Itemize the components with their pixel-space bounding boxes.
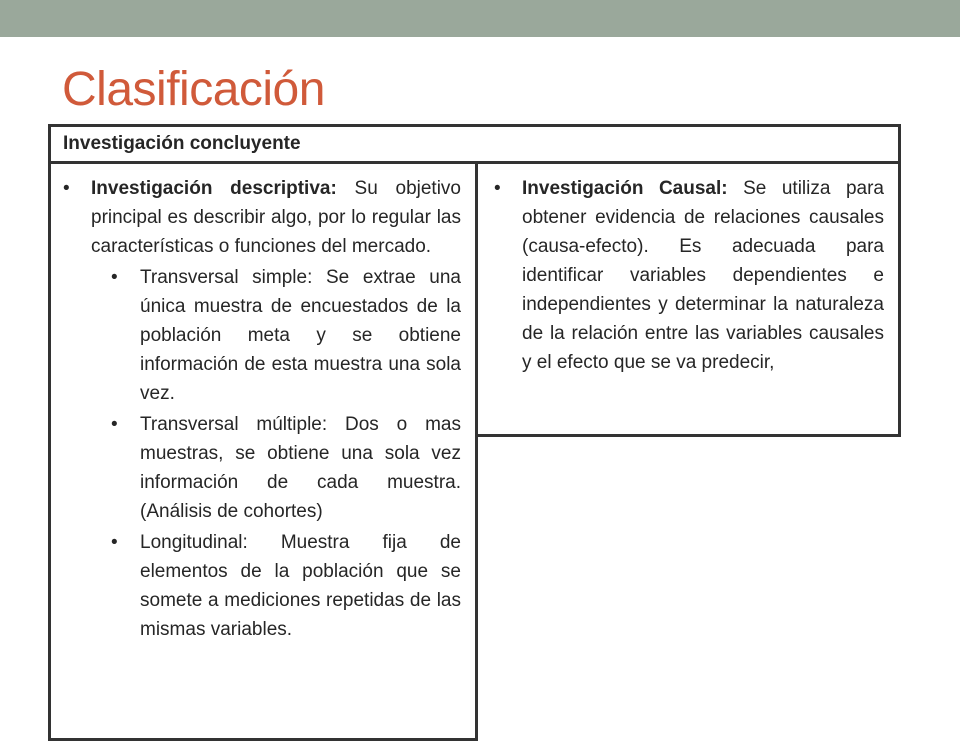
sub-item-text: Transversal múltiple: Dos o mas muestras, se obtiene una sola vez información de cada muestra. (Análisis de cohortes) (140, 414, 461, 522)
right-column-box (475, 161, 901, 437)
descriptive-item (61, 174, 461, 261)
bullet-icon: • (63, 178, 70, 199)
descriptive-text: Su objetivo principal es describir algo, por lo regular las características o funciones del mercado. (91, 178, 461, 257)
header-box (48, 124, 901, 164)
header-label: Investigación concluyente (63, 133, 301, 154)
sub-item-longitudinal (61, 528, 461, 644)
causal-title: Investigación Causal: (522, 178, 728, 199)
bullet-icon: • (111, 267, 118, 288)
sub-item-transversal-multiple (61, 410, 461, 526)
descriptive-title: Investigación descriptiva: (91, 178, 337, 199)
left-column-box (48, 161, 478, 741)
bullet-icon: • (111, 532, 118, 553)
bullet-icon: • (494, 178, 501, 199)
sub-item-text: Transversal simple: Se extrae una única muestra de encuestados de la población meta y se obtiene información de esta muestra una sola vez. (140, 267, 461, 404)
top-accent-bar (0, 0, 960, 37)
causal-text: Se utiliza para obtener evidencia de relaciones causales (causa-efecto). Es adecuada para identificar variables dependientes e independientes y determinar la naturaleza de la relación entre las variables causales y el efecto que se va predecir, (522, 178, 884, 373)
bullet-icon: • (111, 414, 118, 435)
slide-title: Clasificación (62, 63, 325, 116)
right-list (492, 174, 884, 377)
sub-item-text: Longitudinal: Muestra fija de elementos de la población que se somete a mediciones repetidas de las mismas variables. (140, 532, 461, 640)
sub-item-transversal-simple (61, 263, 461, 408)
causal-item (492, 174, 884, 377)
left-list (61, 174, 461, 644)
